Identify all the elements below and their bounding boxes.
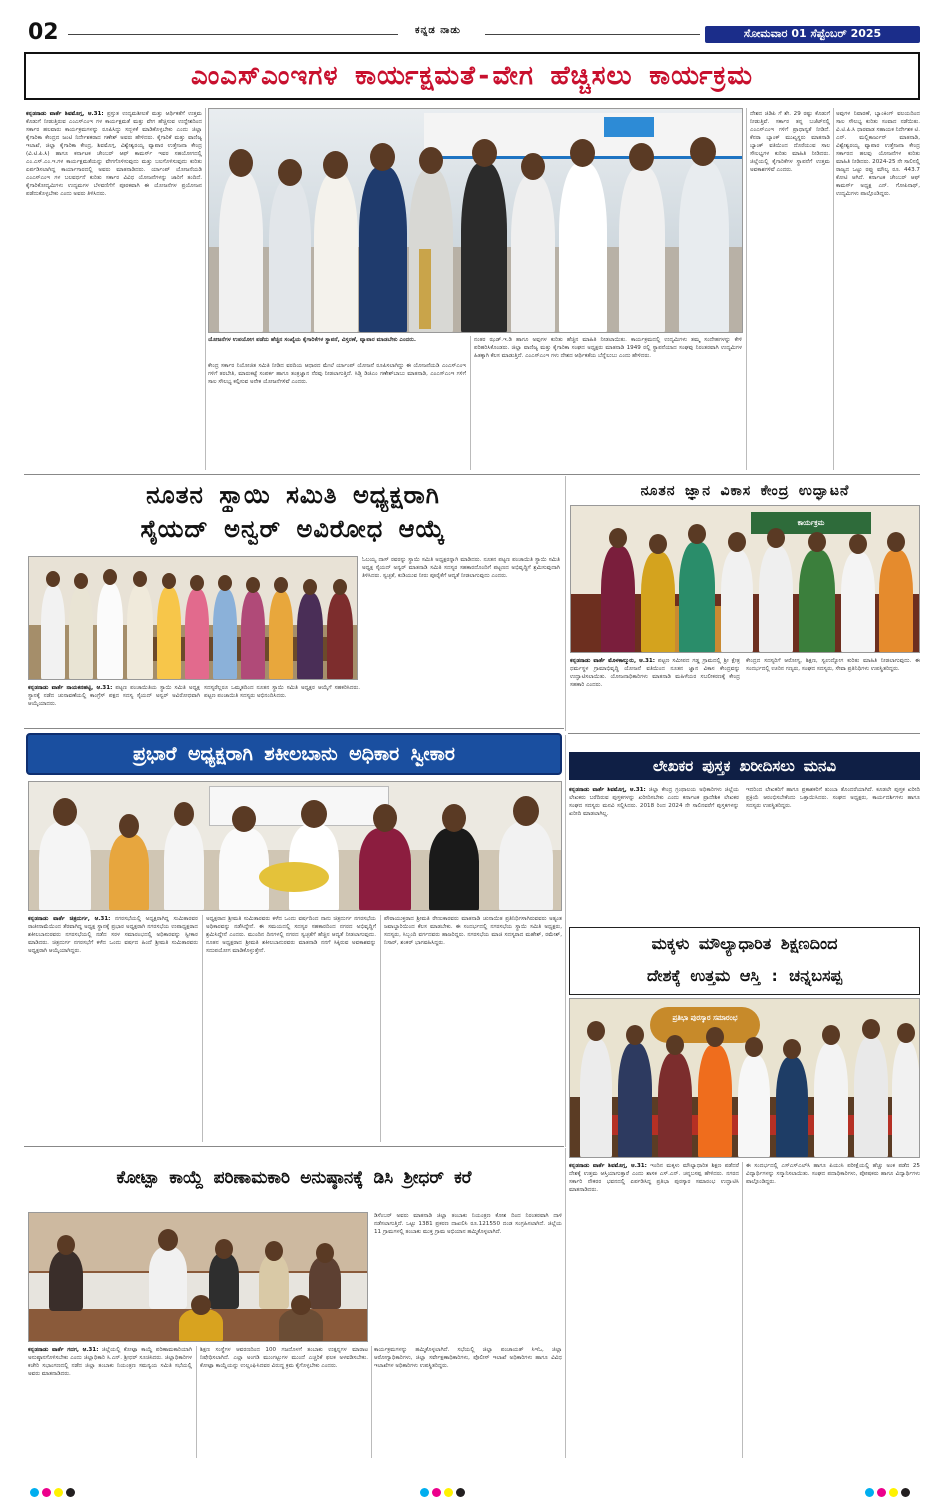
msme-column-2 — [208, 362, 466, 470]
page-number: 02 — [28, 20, 59, 45]
shakeela-column-3 — [384, 915, 562, 1142]
channabasappa-headline-line-1: ಮಕ್ಕಳು ಮೌಲ್ಯಾಧಾರಿತ ಶಿಕ್ಷಣದಿಂದ — [651, 934, 838, 953]
msme-column-3 — [474, 336, 742, 470]
msme-column-5-text: ಅವುಗಳ ನಿವಾರಣೆ, ಬ್ಯಾಂಕಿಂಗ್ ವಲಯದಿಂದ ಸಾಲ ಸೌಲಭ್ಯ ಕುರಿತು ಸಂವಾದ ನಡೆಯಿತು. ವಿ.ಟಿ.ಪಿ.ಸಿ ಧಾರವಾಡ ಸಹಾಯಕ ನಿರ್ದೇಶಕ ಟಿ. ಎನ್. ಮಲ್ಲಿಕಾರ್ಜುನ್ ಮಾತನಾಡಿ, ವಿಶ್ವೇಶ್ವರಯ್ಯ ವ್ಯಾಪಾರ ಉತ್ತೇಜನಾ ಕೇಂದ್ರ ಸರ್ಕಾರದ ಹಲವು ಯೋಜನೆಗಳ ಕುರಿತು ಮಾಹಿತಿ ನೀಡಿದರು. 2024-25 ನೇ ಸಾಲಿನಲ್ಲಿ ರಾಜ್ಯದ ಒಟ್ಟು ರಫ್ತು ಮೌಲ್ಯ ರೂ. 443.7 ಕೋಟಿ ಆಗಿದೆ. ಕರ್ನಾಟಕ ಚೇಂಬರ್ ಆಫ್ ಕಾಮರ್ಸ್ ಅಧ್ಯಕ್ಷ ಎನ್. ಗೋಪಿನಾಥ್, ಉದ್ಯಮಿಗಳು ಪಾಲ್ಗೊಂಡಿದ್ದರು. — [836, 111, 920, 197]
msme-headline-box — [24, 52, 920, 100]
shakeela-column-2 — [206, 915, 376, 1142]
msme-column-4-text: ದೇಶದ ಜಿಡಿಪಿ ಗೆ ಶೇ. 29 ರಷ್ಟು ಕೊಡುಗೆ ನೀಡುತ್ತಿವೆ. ಸರ್ಕಾರ ತನ್ನ ಬಜೆಟ್‌ನಲ್ಲಿ ಎಂಎಸ್‌ಎಂಇ ಗಳಿಗೆ ಪ್ರಾಧಾನ್ಯತೆ ನೀಡಿದೆ. ಕೆನರಾ ಬ್ಯಾಂಕ್ ಮುಖ್ಯಸ್ಥರು ಮಾತನಾಡಿ ಬ್ಯಾಂಕ್ ವತಿಯಿಂದ ದೊರೆಯುವ ಸಾಲ ಸೌಲಭ್ಯಗಳ ಕುರಿತು ಮಾಹಿತಿ ನೀಡಿದರು. ಜಿಲ್ಲೆಯಲ್ಲಿ ಕೈಗಾರಿಕೆಗಳ ಸ್ಥಾಪನೆಗೆ ಉತ್ತಮ ಅವಕಾಶಗಳಿವೆ ಎಂದರು. — [750, 111, 830, 173]
channabasappa-headline-line-2: ದೇಶಕ್ಕೆ ಉತ್ತಮ ಆಸ್ತಿ : ಚನ್ನಬಸಪ್ಪ — [647, 966, 842, 985]
msme-column-4 — [750, 110, 830, 470]
msme-column-1 — [26, 110, 202, 470]
channabasappa-photo — [569, 998, 920, 1158]
kotpa-headline-text: ಕೋಟ್ಪಾ ಕಾಯ್ದೆ ಪರಿಣಾಮಕಾರಿ ಅನುಷ್ಠಾನಕ್ಕೆ ಡಿಸಿ ಶ್ರೀಧರ್ ಕರೆ — [116, 1168, 472, 1188]
channabasappa-headline-box — [569, 927, 920, 995]
shakeela-column-1 — [28, 915, 198, 1142]
column-divider — [565, 476, 566, 731]
msme-caption-text: ಯೋಜನೆಗಳ ಉಪಯೋಗ ಪಡೆದು ಹೆಚ್ಚಿನ ಸಂಖ್ಯೆಯ ಕೈಗಾರಿಕೆಗಳ ಸ್ಥಾಪನೆ, ವಿಸ್ತರಣೆ, ವ್ಯಾಪಾರ ಮಾಡಬೇಕು ಎಂದರು. — [208, 337, 416, 343]
section-divider — [24, 1146, 564, 1147]
msme-caption — [208, 336, 466, 362]
shakeela-headline-box — [26, 733, 562, 775]
channabasappa-banner-text: ಪ್ರತಿಭಾ ಪುರಸ್ಕಾರ ಸಮಾರಂಭ — [672, 1014, 738, 1022]
masthead-rule-right — [485, 34, 700, 35]
msme-column-3-text: ನಂತರ ಝಡ್.ಇ.ಡಿ ಹಾಗೂ ಅವುಗಳ ಕುರಿತು ಹೆಚ್ಚಿನ ಮಾಹಿತಿ ನೀಡಲಾಯಿತು. ಕಾರ್ಯಕ್ರಮದಲ್ಲಿ ಉದ್ಯಮಿಗಳು ತಮ್ಮ ಸಂದೇಹಗಳನ್ನು ಕೇಳಿ ಪರಿಹರಿಸಿಕೊಂಡರು. ಜಿಲ್ಲಾ ವಾಣಿಜ್ಯ ಮತ್ತು ಕೈಗಾರಿಕಾ ಸಂಘದ ಅಧ್ಯಕ್ಷರು ಮಾತನಾಡಿ 1949 ರಲ್ಲಿ ಸ್ಥಾಪನೆಯಾದ ಸಂಘವು ನಿರಂತರವಾಗಿ ಉದ್ಯಮಿಗಳ ಹಿತಕ್ಕಾಗಿ ಕೆಲಸ ಮಾಡುತ್ತಿದೆ. ಎಂಎಸ್‌ಎಂಇ ಗಳು ದೇಶದ ಆರ್ಥಿಕತೆಯ ಬೆನ್ನೆಲುಬು ಎಂದು ಹೇಳಿದರು. — [474, 337, 742, 359]
msme-headline: ಎಂಎಸ್‌ಎಂಇಗಳ ಕಾರ್ಯಕ್ಷಮತೆ-ವೇಗ ಹೆಚ್ಚಿಸಲು ಕಾರ್ಯಕ್ರಮ — [191, 61, 753, 91]
msme-dateline: ಕನ್ನಡನಾಡು ವಾರ್ತೆ ಶಿವಮೊಗ್ಗ, ಆ.31: — [26, 111, 104, 117]
anwar-dateline: ಕನ್ನಡನಾಡು ವಾರ್ತೆ ನಾಯಕನಹಟ್ಟಿ, ಆ.31: — [28, 685, 113, 691]
shakeela-dateline: ಕನ್ನಡನಾಡು ವಾರ್ತೆ ಚಿತ್ರದುರ್ಗ, ಆ.31: — [28, 916, 111, 922]
channabasappa-body-1 — [569, 1162, 739, 1458]
anwar-headline-line-1: ನೂತನ ಸ್ಥಾಯಿ ಸಮಿತಿ ಅಧ್ಯಕ್ಷರಾಗಿ — [146, 481, 440, 509]
shakeela-column-2-text: ಅಧ್ಯಕ್ಷರಾದ ಶ್ರೀಮತಿ ಸುಮಿತಾರವರು ಕಳೆದ ಒಂದು ವರ್ಷದಿಂದ ನಾನು ಚಿತ್ರದುರ್ಗ ನಗರಸಭೆಯ ಅಧಿಕಾರವನ್ನು ನಡೆಸಿದ್ದೇನೆ. ಈ ಸಮಯದಲ್ಲಿ ಸದಸ್ಯರ ಸಹಕಾರದಿಂದ ನಗರದ ಅಭಿವೃದ್ಧಿಗೆ ಶ್ರಮಿಸಿದ್ದೇನೆ ಎಂದರು. ಮುಂದಿನ ದಿನಗಳಲ್ಲಿ ನಗರದ ಸ್ವಚ್ಛತೆಗೆ ಹೆಚ್ಚಿನ ಆದ್ಯತೆ ನೀಡಲಾಗುವುದು. ನೂತನ ಅಧ್ಯಕ್ಷರಾದ ಶ್ರೀಮತಿ ಶಕೀಲಬಾನುರವರು ಮಾತನಾಡಿ ನನಗೆ ಸಿಕ್ಕಿರುವ ಅವಕಾಶವನ್ನು ಸದುಪಯೋಗ ಮಾಡಿಕೊಳ್ಳುತ್ತೇನೆ. — [206, 916, 376, 954]
column-divider — [380, 915, 381, 1142]
kotpa-column-2 — [200, 1346, 368, 1458]
lekhaka-body-2 — [746, 786, 920, 920]
channabasappa-dateline: ಕನ್ನಡನಾಡು ವಾರ್ತೆ ಶಿವಮೊಗ್ಗ, ಆ.31: — [569, 1163, 647, 1169]
kotpa-column-1 — [28, 1346, 192, 1458]
paper-name: ಕನ್ನಡ ನಾಡು — [415, 25, 461, 36]
registration-marks-right — [865, 1482, 913, 1501]
column-divider — [742, 1162, 743, 1458]
kotpa-column-4-text: ಕಾರ್ಯಕ್ರಮಗಳನ್ನು ಹಮ್ಮಿಕೊಳ್ಳಲಾಗಿದೆ. ಸಭೆಯಲ್ಲಿ ಜಿಲ್ಲಾ ಪಂಚಾಯತ್ ಸಿಇಓ, ಜಿಲ್ಲಾ ಆರೋಗ್ಯಾಧಿಕಾರಿಗಳು, ಜಿಲ್ಲಾ ಸರ್ವೇಕ್ಷಣಾಧಿಕಾರಿಗಳು, ಪೊಲೀಸ್ ಇಲಾಖೆ ಅಧಿಕಾರಿಗಳು ಹಾಗೂ ವಿವಿಧ ಇಲಾಖೆಗಳ ಅಧಿಕಾರಿಗಳು ಉಪಸ್ಥಿತರಿದ್ದರು. — [374, 1347, 562, 1369]
column-divider — [371, 1346, 372, 1458]
kotpa-column-3 — [374, 1212, 562, 1342]
section-divider — [568, 733, 920, 734]
channabasappa-body-1-text: ಇಂದಿನ ಮಕ್ಕಳು ಮೌಲ್ಯಾಧಾರಿತ ಶಿಕ್ಷಣ ಪಡೆದರೆ ದೇಶಕ್ಕೆ ಉತ್ತಮ ಆಸ್ತಿಯಾಗುತ್ತಾರೆ ಎಂದು ಶಾಸಕ ಎಸ್.ಎನ್. ಚನ್ನಬಸಪ್ಪ ಹೇಳಿದರು. ನಗರದ ಸರ್ಕಾರಿ ನೌಕರರ ಭವನದಲ್ಲಿ ಏರ್ಪಡಿಸಿದ್ದ ಪ್ರತಿಭಾ ಪುರಸ್ಕಾರ ಸಮಾರಂಭ ಉದ್ಘಾಟಿಸಿ ಮಾತನಾಡಿದರು. — [569, 1163, 739, 1193]
section-divider — [24, 474, 920, 475]
anwar-photo — [28, 556, 358, 680]
lekhaka-headline: ಲೇಖಕರ ಪುಸ್ತಕ ಖರೀದಿಸಲು ಮನವಿ — [652, 757, 837, 775]
lekhaka-headline-box — [569, 752, 920, 780]
shakeela-photo — [28, 781, 562, 911]
jnana-headline — [570, 479, 920, 503]
masthead-rule — [68, 34, 398, 35]
registration-marks-center — [420, 1482, 468, 1501]
column-divider — [205, 108, 206, 470]
anwar-body-1 — [28, 684, 200, 724]
kotpa-column-2-text: ಶಿಕ್ಷಣ ಸಂಸ್ಥೆಗಳ ಆವರಣದಿಂದ 100 ಗಜದೊಳಗೆ ತಂಬಾಕು ಉತ್ಪನ್ನಗಳ ಮಾರಾಟ ನಿಷೇಧಿಸಲಾಗಿದೆ. ಎಲ್ಲಾ ಅಂಗಡಿ ಮುಂಗಟ್ಟುಗಳ ಮುಂದೆ ಎಚ್ಚರಿಕೆ ಫಲಕ ಅಳವಡಿಸಬೇಕು. ಕೋಟ್ಪಾ ಕಾಯ್ದೆಯನ್ನು ಉಲ್ಲಂಘಿಸಿದವರ ವಿರುದ್ಧ ಕ್ರಮ ಕೈಗೊಳ್ಳಬೇಕು ಎಂದರು. — [200, 1347, 368, 1369]
kotpa-column-3-text: ಡಿಸೆಂಬರ್ ಅವರು ಮಾತನಾಡಿ ಜಿಲ್ಲಾ ತಂಬಾಕು ನಿಯಂತ್ರಣ ಕೋಶ ದಿಂದ ನಿರಂತರವಾಗಿ ದಾಳಿ ನಡೆಸಲಾಗುತ್ತಿದೆ. ಒಟ್ಟು 1381 ಪ್ರಕರಣ ದಾಖಲಿಸಿ ರೂ.121550 ದಂಡ ಸಂಗ್ರಹಿಸಲಾಗಿದೆ. ಜಿಲ್ಲೆಯ 11 ಗ್ರಾಮಗಳಲ್ಲಿ ತಂಬಾಕು ಮುಕ್ತ ಗ್ರಾಮ ಅಭಿಯಾನ ಹಮ್ಮಿಕೊಳ್ಳಲಾಗಿದೆ. — [374, 1213, 562, 1235]
column-divider — [746, 108, 747, 470]
anwar-headline-block — [24, 478, 562, 552]
msme-column-5 — [836, 110, 920, 470]
kotpa-column-4 — [374, 1346, 562, 1458]
kotpa-photo — [28, 1212, 368, 1342]
msme-photo — [208, 108, 743, 333]
channabasappa-body-2-text: ಈ ಸಂದರ್ಭದಲ್ಲಿ ಎಸ್‌ಎಸ್‌ಎಲ್‌ಸಿ ಹಾಗೂ ಪಿಯುಸಿ ಪರೀಕ್ಷೆಯಲ್ಲಿ ಹೆಚ್ಚು ಅಂಕ ಪಡೆದ 25 ವಿದ್ಯಾರ್ಥಿಗಳನ್ನು ಸನ್ಮಾನಿಸಲಾಯಿತು. ಸಂಘದ ಪದಾಧಿಕಾರಿಗಳು, ಪೋಷಕರು ಹಾಗೂ ವಿದ್ಯಾರ್ಥಿಗಳು ಪಾಲ್ಗೊಂಡಿದ್ದರು. — [746, 1163, 920, 1185]
jnana-headline-text: ನೂತನ ಜ್ಞಾನ ವಿಕಾಸ ಕೇಂದ್ರ ಉದ್ಘಾಟನೆ — [640, 483, 850, 499]
section-divider — [24, 728, 564, 729]
anwar-body-2 — [204, 684, 360, 724]
channabasappa-body-2 — [746, 1162, 920, 1458]
anwar-body-2-text: ಸದಸ್ಯರೆಲ್ಲರೂ ಒಮ್ಮತದಿಂದ ನೂತನ ಸ್ಥಾಯಿ ಸಮಿತಿ ಅಧ್ಯಕ್ಷರ ಆಯ್ಕೆಗೆ ಸಹಕರಿಸಿದರು. ಪಟ್ಟಣ ಪಂಚಾಯಿತಿ ಸದಸ್ಯರು ಅಭಿನಂದಿಸಿದರು. — [204, 685, 360, 699]
kotpa-headline — [24, 1150, 564, 1206]
column-divider — [202, 915, 203, 1142]
column-divider — [833, 108, 834, 470]
jnana-body-1-text: ಪಟ್ಟಣ ಸಮೀಪದ ಗಡ್ಡ ಗ್ರಾಮದಲ್ಲಿ ಶ್ರೀ ಕ್ಷೇತ್ರ ಧರ್ಮಸ್ಥಳ ಗ್ರಾಮಾಭಿವೃದ್ಧಿ ಯೋಜನೆ ವತಿಯಿಂದ ನೂತನ ಜ್ಞಾನ ವಿಕಾಸ ಕೇಂದ್ರವನ್ನು ಉದ್ಘಾಟಿಸಲಾಯಿತು. ಯೋಜನಾಧಿಕಾರಿಗಳು ಮಾತನಾಡಿ ಮಹಿಳೆಯರ ಸಬಲೀಕರಣಕ್ಕೆ ಕೇಂದ್ರ ಸಹಕಾರಿ ಎಂದರು. — [570, 658, 740, 688]
anwar-body-3 — [362, 556, 560, 680]
anwar-body-3-text: ಓಬಯ್ಯ ದಾಸ್ ರವರನ್ನು ಸ್ಥಾಯಿ ಸಮಿತಿ ಅಧ್ಯಕ್ಷರನ್ನಾಗಿ ಮಾಡಿದರು. ನೂತನ ಪಟ್ಟಣ ಪಂಚಾಯಿತಿ ಸ್ಥಾಯಿ ಸಮಿತಿ ಅಧ್ಯಕ್ಷ ಸೈಯದ್ ಅನ್ವರ್ ಮಾತನಾಡಿ ಸಮಿತಿ ಸದಸ್ಯರ ಸಹಕಾರದೊಂದಿಗೆ ಪಟ್ಟಣದ ಅಭಿವೃದ್ಧಿಗೆ ಶ್ರಮಿಸುವುದಾಗಿ ತಿಳಿಸಿದರು. ಸ್ವಚ್ಛತೆ, ಕುಡಿಯುವ ನೀರು ಪೂರೈಕೆಗೆ ಆದ್ಯತೆ ನೀಡಲಾಗುವುದು ಎಂದರು. — [362, 557, 560, 579]
jnana-photo: ಕಾರ್ಯಕ್ರಮ — [570, 505, 920, 653]
anwar-body-1-text: ಪಟ್ಟಣ ಪಂಚಾಯಿತಿಯ ಸ್ಥಾಯಿ ಸಮಿತಿ ಅಧ್ಯಕ್ಷ ಸ್ಥಾನಕ್ಕೆ ನಡೆದ ಚುನಾವಣೆಯಲ್ಲಿ ಕಾಂಗ್ರೆಸ್ ಪಕ್ಷದ ಸದಸ್ಯ ಸೈಯದ್ ಅನ್ವರ್ ಅವಿರೋಧವಾಗಿ ಆಯ್ಕೆಯಾದರು. — [28, 685, 200, 707]
lekhaka-dateline: ಕನ್ನಡನಾಡು ವಾರ್ತೆ ಶಿವಮೊಗ್ಗ, ಆ.31: — [569, 787, 646, 793]
jnana-body-2 — [746, 657, 920, 729]
date-badge: ಸೋಮವಾರ 01 ಸೆಪ್ಟೆಂಬರ್ 2025 — [705, 26, 920, 43]
shakeela-column-1-text: ನಗರಸಭೆಯಲ್ಲಿ ಅಧ್ಯಕ್ಷರಾಗಿದ್ದ ಸುಮಿತಾರವರ ರಾಜೀನಾಮೆಯಿಂದ ತೆರವಾಗಿದ್ದ ಅಧ್ಯಕ್ಷ ಸ್ಥಾನಕ್ಕೆ ಪ್ರಭಾರ ಅಧ್ಯಕ್ಷರಾಗಿ ನಗರಸಭೆಯ ಉಪಾಧ್ಯಕ್ಷರಾದ ಶಕೀಲಬಾನುರವರು ನಗರಸಭೆಯಲ್ಲಿ ನಡೆದ ಸರಳ ಸಮಾರಂಭದಲ್ಲಿ ಅಧಿಕಾರವನ್ನು ಸ್ವೀಕಾರ ಮಾಡಿದರು. ಚಿತ್ರದುರ್ಗ ನಗರಸಭೆಗೆ ಕಳೆದ ಒಂದು ವರ್ಷದ ಹಿಂದೆ ಶ್ರೀಮತಿ ಸುಮಿತಾರವರು ಅಧ್ಯಕ್ಷರಾಗಿ ಆಯ್ಕೆಯಾಗಿದ್ದರು. — [28, 916, 198, 954]
jnana-body-2-text: ಕೇಂದ್ರದ ಸದಸ್ಯರಿಗೆ ಆರೋಗ್ಯ, ಶಿಕ್ಷಣ, ಸ್ವಉದ್ಯೋಗ ಕುರಿತು ಮಾಹಿತಿ ನೀಡಲಾಗುವುದು. ಈ ಸಂದರ್ಭದಲ್ಲಿ ಊರಿನ ಗಣ್ಯರು, ಸಂಘದ ಸದಸ್ಯರು, ಸೇವಾ ಪ್ರತಿನಿಧಿಗಳು ಉಪಸ್ಥಿತರಿದ್ದರು. — [746, 658, 920, 672]
lekhaka-body-1-text: ಜಿಲ್ಲಾ ಕೇಂದ್ರ ಗ್ರಂಥಾಲಯ ಅಧಿಕಾರಿಗಳು ಜಿಲ್ಲೆಯ ಲೇಖಕರು ಬರೆದಿರುವ ಪುಸ್ತಕಗಳನ್ನು ಖರೀದಿಸಬೇಕು ಎಂದು ಕರ್ನಾಟಕ ಪ್ರಾದೇಶಿಕ ಲೇಖಕರ ಸಂಘದ ಸದಸ್ಯರು ಮನವಿ ಸಲ್ಲಿಸಿದರು. 2018 ರಿಂದ 2024 ನೇ ಸಾಲಿನವರೆಗೆ ಪುಸ್ತಕಗಳನ್ನು ಖರೀದಿ ಮಾಡಲಾಗಿಲ್ಲ. — [569, 787, 739, 817]
lekhaka-body-2-text: ಇದರಿಂದ ಲೇಖಕರಿಗೆ ಹಾಗೂ ಪ್ರಕಾಶಕರಿಗೆ ತುಂಬಾ ತೊಂದರೆಯಾಗಿದೆ. ಕೂಡಲೇ ಪುಸ್ತಕ ಖರೀದಿ ಪ್ರಕ್ರಿಯೆ ಆರಂಭಿಸಬೇಕೆಂದು ಒತ್ತಾಯಿಸಿದರು. ಸಂಘದ ಅಧ್ಯಕ್ಷರು, ಕಾರ್ಯದರ್ಶಿಗಳು ಹಾಗೂ ಸದಸ್ಯರು ಉಪಸ್ಥಿತರಿದ್ದರು. — [746, 787, 920, 809]
registration-marks-left — [30, 1482, 78, 1501]
lekhaka-body-1 — [569, 786, 739, 920]
jnana-body-1 — [570, 657, 740, 729]
kotpa-column-1-text: ಜಿಲ್ಲೆಯಲ್ಲಿ ಕೋಟ್ಪಾ ಕಾಯ್ದೆ ಪರಿಣಾಮಕಾರಿಯಾಗಿ ಅನುಷ್ಠಾನಗೊಳಿಸಬೇಕು ಎಂದು ಜಿಲ್ಲಾಧಿಕಾರಿ ಸಿ.ಎನ್. ಶ್ರೀಧರ್ ಸೂಚಿಸಿದರು. ಜಿಲ್ಲಾಧಿಕಾರಿಗಳ ಕಚೇರಿ ಸಭಾಂಗಣದಲ್ಲಿ ನಡೆದ ಜಿಲ್ಲಾ ತಂಬಾಕು ನಿಯಂತ್ರಣ ಸಮನ್ವಯ ಸಮಿತಿ ಸಭೆಯಲ್ಲಿ ಅವರು ಮಾತನಾಡಿದರು. — [28, 1347, 192, 1377]
shakeela-headline: ಪ್ರಭಾರೆ ಅಧ್ಯಕ್ಷರಾಗಿ ಶಕೀಲಬಾನು ಅಧಿಕಾರ ಸ್ವೀಕಾರ — [133, 743, 455, 765]
anwar-headline-line-2: ಸೈಯದ್ ಅನ್ವರ್ ಅವಿರೋಧ ಆಯ್ಕೆ — [140, 515, 446, 543]
kotpa-dateline: ಕನ್ನಡನಾಡು ವಾರ್ತೆ ಗದಗ, ಆ.31: — [28, 1347, 99, 1353]
column-divider — [565, 1148, 566, 1458]
column-divider — [470, 336, 471, 470]
shakeela-column-3-text: ಪೌರಾಯುಕ್ತರಾದ ಶ್ರೀಮತಿ ರೇಣುಕಾರವರು ಮಾತನಾಡಿ ಚುನಾಯಿತ ಪ್ರತಿನಿಧಿಗಳಾಗಿರುವವರು ಅತ್ಯಂತ ಜವಾಬ್ದಾರಿಯಿಂದ ಕೆಲಸ ಮಾಡಬೇಕು. ಈ ಸಂದರ್ಭದಲ್ಲಿ ನಗರಸಭೆಯ ಸ್ಥಾಯಿ ಸಮಿತಿ ಅಧ್ಯಕ್ಷರು, ಸದಸ್ಯರು, ಸಿಬ್ಬಂದಿ ವರ್ಗದವರು ಹಾಜರಿದ್ದರು. ನಗರಸಭೆಯ ಮಾಜಿ ಸದಸ್ಯರಾದ ಮಹೇಶ್, ರಮೇಶ್, ನಿಸಾರ್, ಶಂಕರ್ ಭಾಗವಹಿಸಿದ್ದರು. — [384, 916, 562, 946]
msme-column-1-text: ಪ್ರಸ್ತುತ ಉದ್ಯಮಶೀಲತೆ ಮತ್ತು ಆರ್ಥಿಕತೆಗೆ ಉತ್ತಮ ಕೊಡುಗೆ ನೀಡುತ್ತಿರುವ ಎಂಎಸ್‌ಎಂಇ ಗಳ ಕಾರ್ಯಕ್ಷಮತೆ ಮತ್ತು ವೇಗ ಹೆಚ್ಚಿಸುವ ಉದ್ದೇಶದಿಂದ ಸರ್ಕಾರ ಹಲವಾರು ಕಾರ್ಯಕ್ರಮಗಳನ್ನು ರೂಪಿಸಿದ್ದು ಸದ್ಬಳಕೆ ಮಾಡಿಕೊಳ್ಳಬೇಕು ಎಂದು ಜಿಲ್ಲಾ ಕೈಗಾರಿಕಾ ಕೇಂದ್ರದ ಜಂಟಿ ನಿರ್ದೇಶಕರಾದ ಗಣೇಶ್ ಅವರು ಹೇಳಿದರು. ಕೈಗಾರಿಕೆ ಮತ್ತು ವಾಣಿಜ್ಯ ಇಲಾಖೆ, ಜಿಲ್ಲಾ ಕೈಗಾರಿಕಾ ಕೇಂದ್ರ, ಶಿವಮೊಗ್ಗ, ವಿಶ್ವೇಶ್ವರಯ್ಯ ವ್ಯಾಪಾರ ಉತ್ತೇಜನಾ ಕೇಂದ್ರ (ವಿ.ಟಿ.ಪಿ.ಸಿ) ಹಾಗೂ ಕರ್ನಾಟಕ ಚೇಂಬರ್ ಆಫ್ ಕಾಮರ್ಸ್ ಇವರ ಸಹಯೋಗದಲ್ಲಿ ಎಂ.ಎಸ್.ಎಂ.ಇ.ಗಳ ಕಾರ್ಯಕ್ಷಮತೆಯನ್ನು ವೇಗಗೊಳಿಸುವುದು ಮತ್ತು ಬಲಗೊಳಿಸುವುದು ಕುರಿತು ಏರ್ಪಡಿಸಲಾಗಿದ್ದ ಕಾರ್ಯಾಗಾರದಲ್ಲಿ ಅವರು ಮಾತನಾಡಿದರು. ರ್ಯಾಂಪ್ ಯೋಜನೆಯಡಿ ಎಂಎಸ್‌ಎಂಇ ಗಳ ಬಲವರ್ಧನೆ ಕುರಿತು ಸರ್ಕಾರ ವಿವಿಧ ಯೋಜನೆಗಳನ್ನು ಜಾರಿಗೆ ತಂದಿದೆ. ಕೈಗಾರಿಕೋದ್ಯಮಿಗಳು ಉದ್ಯಮಗಳ ಬೆಳವಣಿಗೆಗೆ ಪೂರಕವಾಗಿ ಈ ಯೋಜನೆಗಳ ಪ್ರಯೋಜನ ಪಡೆದುಕೊಳ್ಳಬೇಕು ಎಂದು ಅವರು ತಿಳಿಸಿದರು. — [26, 111, 202, 197]
column-divider — [565, 735, 566, 1147]
jnana-dateline: ಕನ್ನಡನಾಡು ವಾರ್ತೆ ಮೊಳಕಾಲ್ಮುರು, ಆ.31: — [570, 658, 655, 664]
column-divider — [196, 1346, 197, 1458]
msme-column-2-text: ಕೇಂದ್ರ ಸರ್ಕಾರ ನಿಯೋಜಿತ ಸಮಿತಿ ನೀಡಿದ ವರದಿಯ ಆಧಾರದ ಮೇಲೆ ರ್ಯಾಂಪ್ ಯೋಜನೆ ರೂಪಿಸಲಾಗಿದ್ದು ಈ ಯೋಜನೆಯಡಿ ಎಂಎಸ್‌ಎಂಇ ಗಳಿಗೆ ತರಬೇತಿ, ಮಾರುಕಟ್ಟೆ ಸಂಪರ್ಕ ಹಾಗೂ ತಂತ್ರಜ್ಞಾನ ನೆರವು ನೀಡಲಾಗುತ್ತಿದೆ. ಸಿಡ್ಬಿ ಡಿಜಿಎಂ ಗಣೇಶ್‌ಬಾಬು ಮಾತನಾಡಿ, ಎಂಎಸ್‌ಎಂಇ ಗಳಿಗೆ ಸಾಲ ಸೌಲಭ್ಯ ಕಲ್ಪಿಸುವ ಅನೇಕ ಯೋಜನೆಗಳಿವೆ ಎಂದರು. — [208, 363, 466, 385]
